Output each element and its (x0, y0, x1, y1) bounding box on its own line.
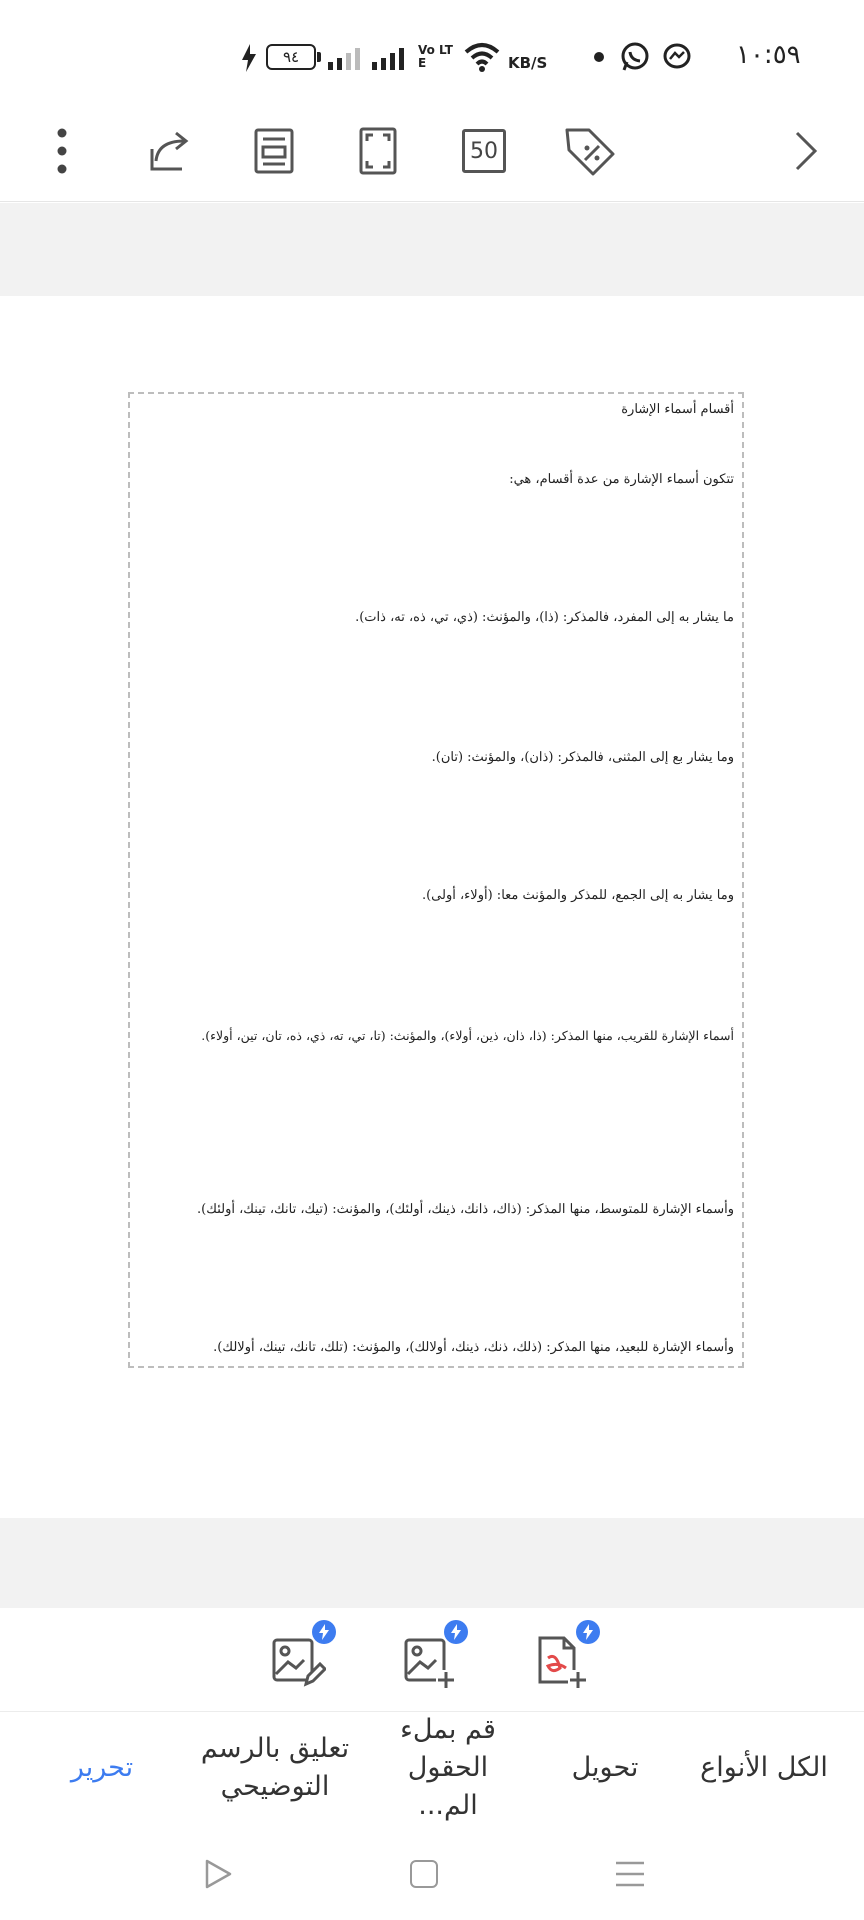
zoom-button[interactable] (452, 100, 516, 202)
top-gray-band (0, 203, 864, 296)
doc-line: وما يشار بع إلى المثنى، فالمذكر: (ذان)، والمؤنث: (تان). (431, 750, 734, 765)
premium-badge (312, 1620, 336, 1644)
charging-icon (240, 44, 258, 72)
share-button[interactable] (136, 100, 200, 202)
add-image-tool[interactable] (398, 1628, 462, 1692)
home-button[interactable] (394, 1844, 454, 1904)
chevron-right-icon (793, 129, 819, 173)
doc-line: تتكون أسماء الإشارة من عدة أقسام، هي: (509, 472, 734, 487)
fit-page-button[interactable] (346, 100, 410, 202)
doc-line: وأسماء الإشارة للمتوسط، منها المذكر: (ذاك، ذانك، ذينك، أولئك)، والمؤنث: (تيك، تانك، تينك، أولئك). (197, 1202, 734, 1217)
add-pdf-tool[interactable] (530, 1628, 594, 1692)
system-nav-bar (0, 1824, 864, 1920)
share-icon (142, 127, 194, 175)
tools-row (0, 1608, 864, 1712)
tab-edit[interactable]: تحرير (70, 1752, 134, 1783)
doc-heading: أقسام أسماء الإشارة (621, 402, 734, 417)
battery-level: ٩٤ (282, 48, 300, 66)
square-home-icon (410, 1860, 438, 1888)
discount-tag-icon (563, 124, 617, 178)
menu-lines-icon (614, 1859, 646, 1889)
bottom-tabs (0, 1712, 864, 1824)
bolt-icon (582, 1624, 594, 1640)
toolbar (0, 100, 864, 202)
doc-line: وما يشار به إلى الجمع، للمذكر والمؤنث معا: (أولاء، أولى). (421, 888, 734, 903)
battery-icon (266, 44, 316, 70)
page-layout-icon (253, 127, 295, 175)
triangle-back-icon (203, 1858, 233, 1890)
notification-dot (594, 52, 604, 62)
volte-icon: Vo LTE (418, 43, 453, 70)
signal-full-icon (372, 46, 408, 70)
next-button[interactable] (774, 100, 838, 202)
page-layout-button[interactable] (242, 100, 306, 202)
doc-line: أسماء الإشارة للقريب، منها المذكر: (ذا، ذان، ذين، أولاء)، والمؤنث: (تا، تي، ته، ذي، ذه، تان، تين، أولاء). (201, 1028, 734, 1043)
doc-line: وأسماء الإشارة للبعيد، منها المذكر: (ذلك، ذنك، ذينك، أولالك)، والمؤنث: (تلك، تانك، تينك، أولالك). (213, 1340, 734, 1355)
messenger-icon (662, 42, 692, 72)
document-page[interactable] (128, 392, 744, 1368)
tab-annotate[interactable]: تعليق بالرسم التوضيحي (200, 1733, 350, 1802)
wifi-icon (462, 42, 502, 72)
fit-page-icon (358, 126, 398, 176)
tab-all-types[interactable]: الكل الأنواع (700, 1752, 828, 1783)
edit-image-tool[interactable] (266, 1628, 330, 1692)
status-bar (0, 0, 864, 100)
zoom-icon (462, 129, 506, 173)
bottom-gray-band (0, 1518, 864, 1608)
signal-weak-icon (328, 46, 364, 70)
recents-button[interactable] (600, 1844, 660, 1904)
tab-convert[interactable]: تحويل (571, 1752, 639, 1783)
premium-badge (576, 1620, 600, 1644)
tag-button[interactable] (558, 100, 622, 202)
more-vert-icon (56, 127, 68, 175)
zoom-level: 50 (470, 138, 498, 164)
whatsapp-icon (620, 42, 650, 72)
clock: ١٠:٥٩ (736, 40, 801, 70)
premium-badge (444, 1620, 468, 1644)
more-options-button[interactable] (30, 100, 94, 202)
net-speed: KB/S (508, 54, 548, 72)
doc-line: ما يشار به إلى المفرد، فالمذكر: (ذا)، والمؤنث: (ذي، تي، ذه، ته، ذات). (355, 610, 734, 625)
back-button[interactable] (188, 1844, 248, 1904)
bolt-icon (450, 1624, 462, 1640)
tab-fill-fields[interactable]: قم بملء الحقول الم... (400, 1714, 496, 1821)
bolt-icon (318, 1624, 330, 1640)
